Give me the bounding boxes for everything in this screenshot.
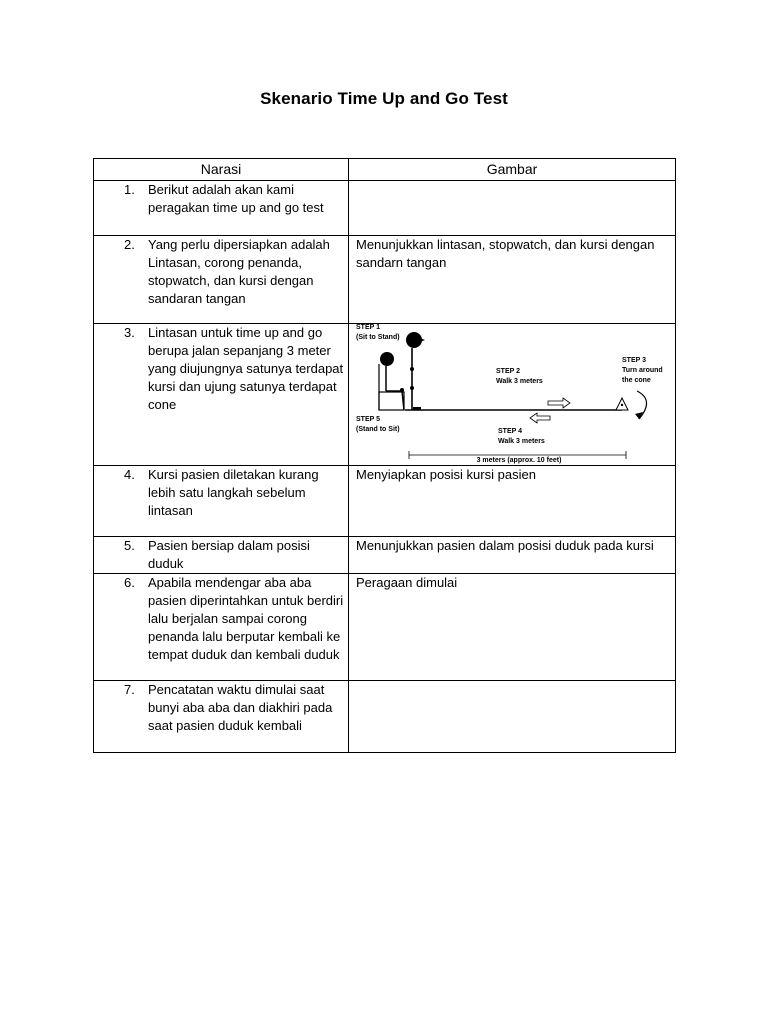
step3-title: STEP 3 bbox=[622, 357, 646, 364]
narasi-text: Kursi pasien diletakan kurang lebih satu langkah sebelum lintasan bbox=[148, 467, 319, 518]
narasi-cell bbox=[94, 681, 349, 753]
gambar-cell: Menunjukkan lintasan, stopwatch, dan kursi dengan sandarn tangan bbox=[349, 236, 676, 324]
header-narasi: Narasi bbox=[94, 159, 349, 181]
row-number: 3. bbox=[124, 325, 135, 340]
table-row bbox=[94, 537, 676, 574]
table-row bbox=[94, 574, 676, 681]
step4-sub: Walk 3 meters bbox=[498, 438, 545, 445]
row-number: 5. bbox=[124, 538, 135, 553]
row-number: 2. bbox=[124, 237, 135, 252]
gambar-cell bbox=[349, 181, 676, 236]
gambar-cell: Peragaan dimulai bbox=[349, 574, 676, 681]
gambar-cell: Menyiapkan posisi kursi pasien bbox=[349, 466, 676, 537]
diagram-cell bbox=[349, 324, 676, 466]
step2-title: STEP 2 bbox=[496, 368, 520, 375]
narasi-cell bbox=[94, 324, 349, 466]
document-title: Skenario Time Up and Go Test bbox=[260, 89, 508, 108]
row-number: 7. bbox=[124, 682, 135, 697]
row-number: 4. bbox=[124, 467, 135, 482]
narasi-cell bbox=[94, 236, 349, 324]
narasi-cell bbox=[94, 466, 349, 537]
narasi-cell bbox=[94, 537, 349, 574]
header-gambar: Gambar bbox=[349, 159, 676, 181]
table-header-row bbox=[94, 159, 676, 181]
gambar-cell bbox=[349, 681, 676, 753]
arrow-left-icon bbox=[530, 413, 550, 423]
table-row bbox=[94, 181, 676, 236]
tug-diagram bbox=[349, 324, 676, 466]
scenario-table bbox=[93, 158, 676, 753]
table-row bbox=[94, 324, 676, 466]
step1-title: STEP 1 bbox=[356, 324, 380, 331]
narasi-text: Yang perlu dipersiapkan adalah Lintasan, corong penanda, stopwatch, dan kursi dengan sandaran tangan bbox=[148, 237, 330, 306]
narasi-text: Berikut adalah akan kami peragakan time up and go test bbox=[148, 182, 324, 215]
narasi-text: Apabila mendengar aba aba pasien diperintahkan untuk berdiri lalu berjalan sampai corong penanda lalu berputar kembali ke tempat duduk dan kembali duduk bbox=[148, 575, 344, 662]
step5-title: STEP 5 bbox=[356, 416, 380, 423]
distance-label: 3 meters (approx. 10 feet) bbox=[476, 457, 562, 464]
narasi-text: Lintasan untuk time up and go berupa jalan sepanjang 3 meter yang diujungnya satunya terdapat kursi dan ujung satunya terdapat cone bbox=[148, 325, 344, 412]
step4-title: STEP 4 bbox=[498, 428, 522, 435]
step1-sub: (Sit to Stand) bbox=[356, 334, 400, 341]
arrow-right-icon bbox=[548, 398, 570, 408]
step3-sub1: Turn around bbox=[622, 367, 663, 374]
table-row bbox=[94, 466, 676, 537]
narasi-cell bbox=[94, 574, 349, 681]
chair-icon bbox=[379, 364, 404, 410]
seated-person-icon bbox=[380, 352, 404, 410]
gambar-cell: Menunjukkan pasien dalam posisi duduk pada kursi bbox=[349, 537, 676, 574]
row-number: 6. bbox=[124, 575, 135, 590]
narasi-text: Pencatatan waktu dimulai saat bunyi aba aba dan diakhiri pada saat pasien duduk kembali bbox=[148, 682, 333, 733]
narasi-text: Pasien bersiap dalam posisi duduk bbox=[148, 538, 310, 571]
step5-sub: (Stand to Sit) bbox=[356, 426, 400, 433]
step2-sub: Walk 3 meters bbox=[496, 378, 543, 385]
table-row bbox=[94, 681, 676, 753]
standing-person-icon bbox=[406, 332, 425, 410]
narasi-cell bbox=[94, 181, 349, 236]
row-number: 1. bbox=[124, 182, 135, 197]
step3-sub2: the cone bbox=[622, 377, 651, 384]
table-row bbox=[94, 236, 676, 324]
